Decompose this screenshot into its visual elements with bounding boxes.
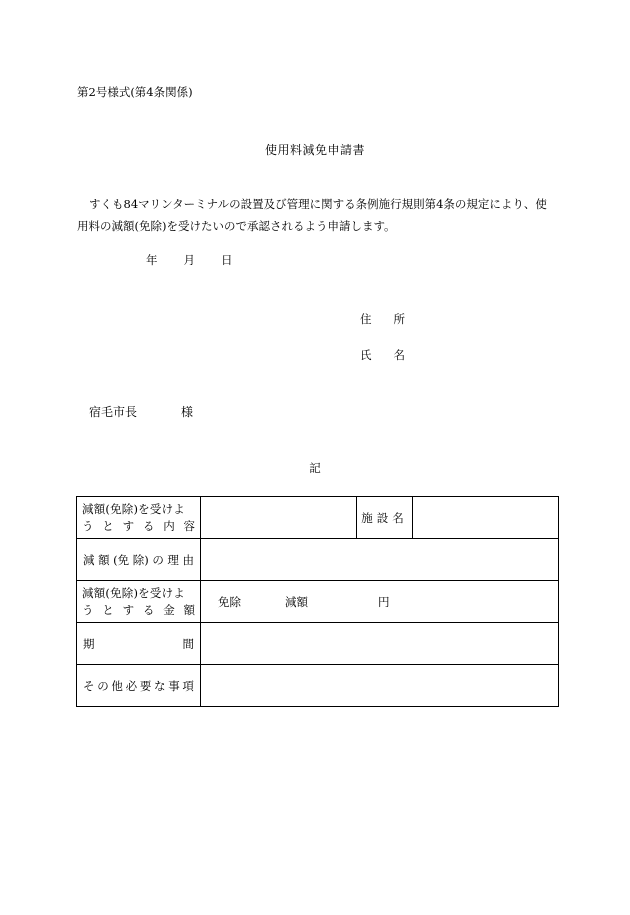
- table-row: [77, 497, 559, 539]
- address-label: 住 所: [360, 312, 405, 326]
- yen-unit: 円: [378, 594, 390, 609]
- amount-value-cell[interactable]: [201, 581, 559, 623]
- table-row: [77, 623, 559, 665]
- day-label: 日: [221, 253, 233, 267]
- month-label: 月: [183, 253, 195, 267]
- row-label-reason: 減 額 (免 除) の 理 由: [77, 539, 201, 581]
- row-label-amount: 減額(免除)を受けよ う と す る 金 額: [77, 581, 201, 623]
- facility-name-label: 施設名: [357, 497, 413, 539]
- year-label: 年: [146, 253, 158, 267]
- content-value-cell[interactable]: [201, 497, 357, 539]
- reduce-option: 減額: [285, 594, 308, 609]
- date-line: [146, 252, 233, 268]
- table-row: [77, 581, 559, 623]
- facility-name-value-cell[interactable]: [413, 497, 559, 539]
- reason-value-cell[interactable]: [201, 539, 559, 581]
- addressee-office: 宿毛市長: [89, 405, 138, 419]
- exempt-option: 免除: [218, 594, 241, 609]
- form-number: 第2号様式(第4条関係): [77, 85, 193, 99]
- ki-heading: 記: [309, 461, 321, 475]
- period-value-cell[interactable]: [201, 623, 559, 665]
- name-label: 氏 名: [360, 348, 405, 362]
- row-label-period: 期 間: [77, 623, 201, 665]
- row-label-other: そ の 他 必 要 な 事 項: [77, 665, 201, 707]
- document-title: 使用料減免申請書: [264, 143, 365, 157]
- application-statement: すくも84マリンターミナルの設置及び管理に関する条例施行規則第4条の規定により、使用料の減額(免除)を受けたいので承認されるよう申請します。: [77, 197, 547, 233]
- other-matters-value-cell[interactable]: [201, 665, 559, 707]
- row-label-content: 減額(免除)を受けよ う と す る 内 容: [77, 497, 201, 539]
- addressee-honorific: 様: [181, 405, 194, 419]
- table-row: [77, 665, 559, 707]
- detail-table: [76, 496, 559, 707]
- table-row: [77, 539, 559, 581]
- addressee: [89, 403, 193, 420]
